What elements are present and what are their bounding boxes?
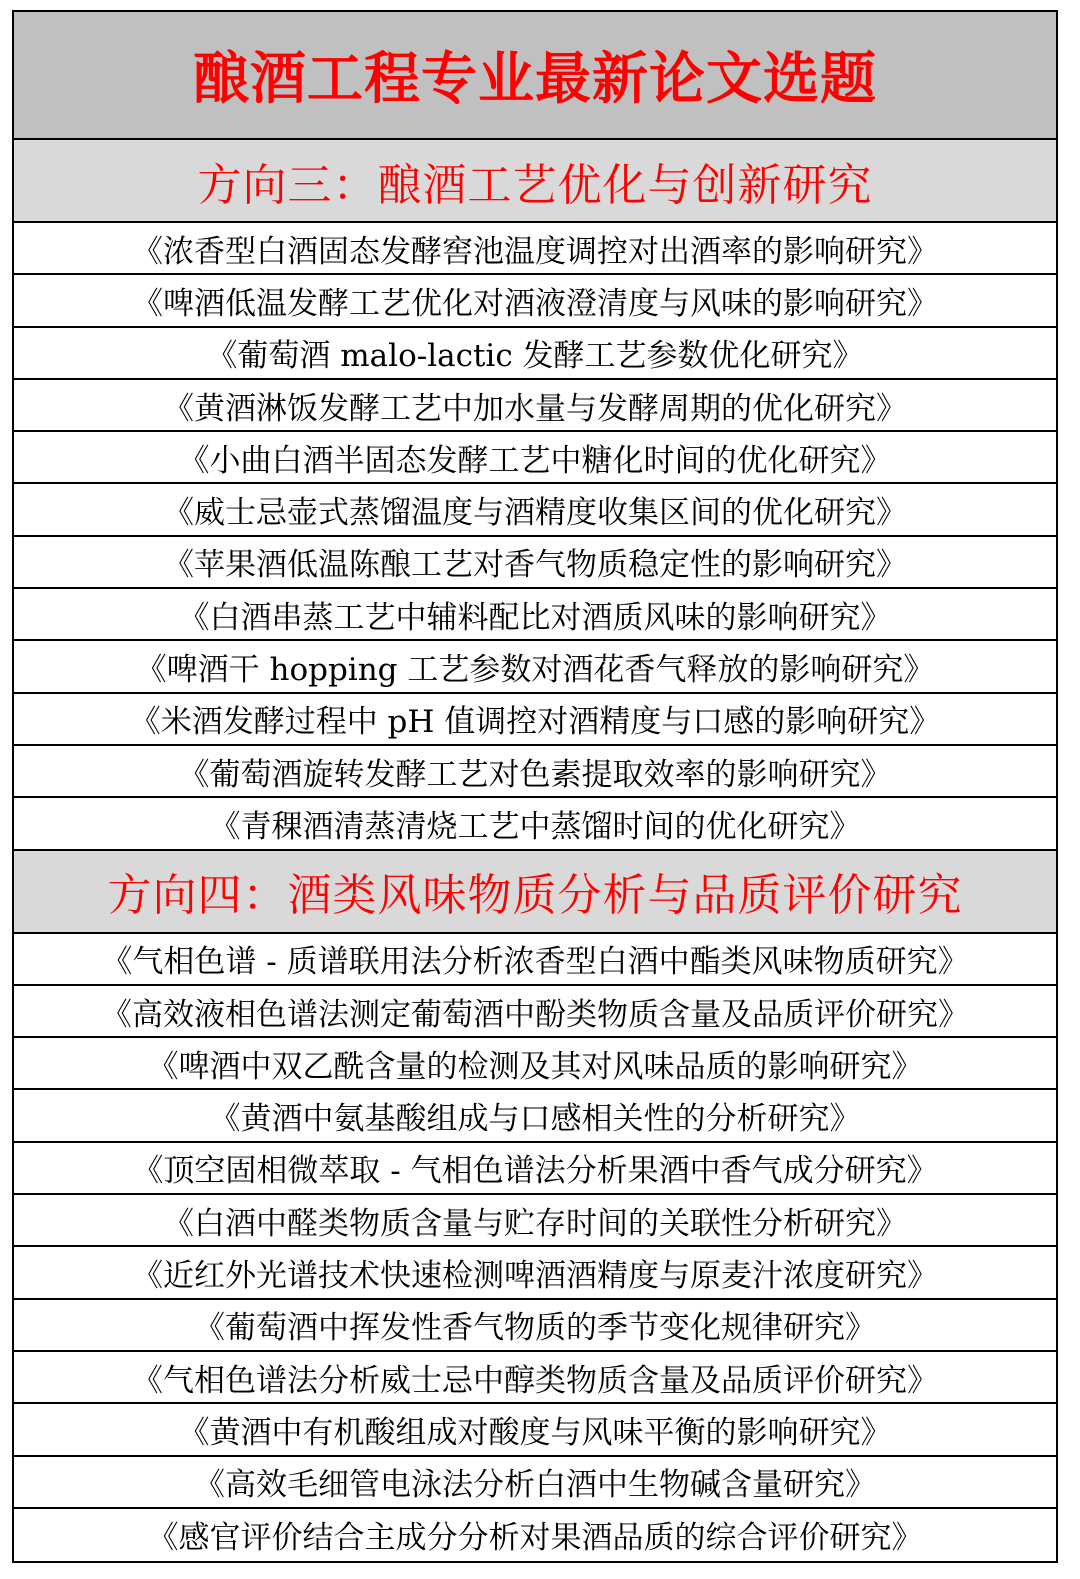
list-item: 《顶空固相微萃取 - 气相色谱法分析果酒中香气成分研究》 — [14, 1143, 1056, 1195]
topic-table — [12, 10, 1058, 1563]
list-item: 《白酒串蒸工艺中辅料配比对酒质风味的影响研究》 — [14, 589, 1056, 641]
list-item: 《黄酒中有机酸组成对酸度与风味平衡的影响研究》 — [14, 1404, 1056, 1456]
list-item: 《威士忌壶式蒸馏温度与酒精度收集区间的优化研究》 — [14, 484, 1056, 536]
list-item: 《黄酒中氨基酸组成与口感相关性的分析研究》 — [14, 1090, 1056, 1142]
list-item: 《葡萄酒中挥发性香气物质的季节变化规律研究》 — [14, 1300, 1056, 1352]
list-item: 《黄酒淋饭发酵工艺中加水量与发酵周期的优化研究》 — [14, 380, 1056, 432]
list-item: 《米酒发酵过程中 pH 值调控对酒精度与口感的影响研究》 — [14, 694, 1056, 746]
list-item: 《小曲白酒半固态发酵工艺中糖化时间的优化研究》 — [14, 432, 1056, 484]
list-item: 《葡萄酒 malo-lactic 发酵工艺参数优化研究》 — [14, 328, 1056, 380]
list-item: 《高效毛细管电泳法分析白酒中生物碱含量研究》 — [14, 1457, 1056, 1509]
list-item: 《葡萄酒旋转发酵工艺对色素提取效率的影响研究》 — [14, 746, 1056, 798]
list-item: 《苹果酒低温陈酿工艺对香气物质稳定性的影响研究》 — [14, 537, 1056, 589]
list-item: 《啤酒低温发酵工艺优化对酒液澄清度与风味的影响研究》 — [14, 275, 1056, 327]
list-item: 《青稞酒清蒸清烧工艺中蒸馏时间的优化研究》 — [14, 798, 1056, 850]
list-item: 《气相色谱法分析威士忌中醇类物质含量及品质评价研究》 — [14, 1352, 1056, 1404]
section-heading-3: 方向三：酿酒工艺优化与创新研究 — [14, 140, 1056, 223]
list-item: 《白酒中醛类物质含量与贮存时间的关联性分析研究》 — [14, 1195, 1056, 1247]
page-title: 酿酒工程专业最新论文选题 — [14, 12, 1056, 140]
section-heading-4: 方向四：酒类风味物质分析与品质评价研究 — [14, 851, 1056, 934]
list-item: 《感官评价结合主成分分析对果酒品质的综合评价研究》 — [147, 1520, 923, 1557]
list-item: 《气相色谱 - 质谱联用法分析浓香型白酒中酯类风味物质研究》 — [14, 934, 1056, 986]
list-item: 《浓香型白酒固态发酵窖池温度调控对出酒率的影响研究》 — [14, 223, 1056, 275]
list-item: 《啤酒干 hopping 工艺参数对酒花香气释放的影响研究》 — [14, 641, 1056, 693]
list-item: 《高效液相色谱法测定葡萄酒中酚类物质含量及品质评价研究》 — [14, 986, 1056, 1038]
list-item: 《近红外光谱技术快速检测啤酒酒精度与原麦汁浓度研究》 — [14, 1247, 1056, 1299]
list-item: 《啤酒中双乙酰含量的检测及其对风味品质的影响研究》 — [14, 1038, 1056, 1090]
